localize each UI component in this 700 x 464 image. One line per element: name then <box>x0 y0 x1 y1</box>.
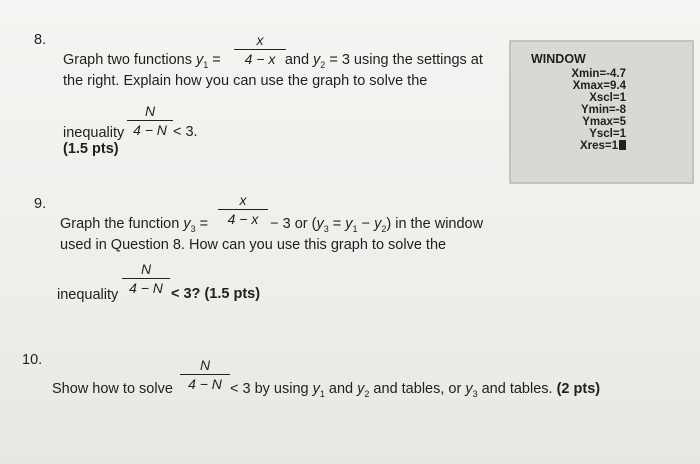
q9-paren-suffix: ) in the window <box>386 216 484 232</box>
q8-fraction-numerator: x <box>256 32 264 48</box>
q10-fraction-bar <box>180 374 230 375</box>
q10-y2-subscript: 2 <box>364 388 370 399</box>
q10-points: (2 pts) <box>556 381 601 397</box>
window-xscl: Xscl=1 <box>589 92 626 104</box>
q10-fraction <box>180 357 230 392</box>
question-9-number: 9. <box>34 196 47 212</box>
q8-y1-subscript: 1 <box>203 59 209 70</box>
question-10-number: 10. <box>22 352 43 368</box>
q9-ineq-numerator: N <box>140 261 152 277</box>
q8-y2: y <box>313 52 321 68</box>
q8-line-1 <box>63 52 483 70</box>
window-title: WINDOW <box>531 52 586 66</box>
q9-paren-y2-subscript: 2 <box>381 223 387 234</box>
q8-line1-suffix: = 3 using the settings at <box>325 52 483 68</box>
q9-paren-y1-subscript: 1 <box>352 223 358 234</box>
q9-paren-y3-subscript: 3 <box>323 223 329 234</box>
q10-text-2: and <box>324 381 358 397</box>
q9-paren-y3: y <box>316 216 324 232</box>
q8-ineq-numerator: N <box>144 103 156 119</box>
q8-ineq-denominator: 4 − N <box>133 122 167 138</box>
window-xres-text: Xres=1 <box>579 140 618 152</box>
q10-fraction-denominator: 4 − N <box>188 376 222 392</box>
q8-line1-and: and <box>280 52 314 68</box>
q10-y3: y <box>465 381 473 397</box>
q10-fraction-numerator: N <box>199 357 211 373</box>
q9-fraction-bar <box>218 209 268 210</box>
window-yscl: Yscl=1 <box>589 128 626 140</box>
q8-line-2: the right. Explain how you can use the graph to solve the <box>63 73 428 89</box>
q8-points: (1.5 pts) <box>63 141 119 157</box>
q9-y3-subscript: 3 <box>190 223 196 234</box>
q9-ineq-denominator: 4 − N <box>129 280 163 296</box>
q10-y2: y <box>357 381 365 397</box>
q9-line1-suffix: − 3 or ( <box>266 216 317 232</box>
q8-inequality-suffix: < 3. <box>173 124 198 140</box>
window-ymax: Ymax=5 <box>582 116 626 128</box>
q10-y1: y <box>312 381 320 397</box>
q8-equals: = <box>208 52 225 68</box>
question-8-number: 8. <box>34 32 47 48</box>
q10-text-1: < 3 by using <box>230 381 313 397</box>
q9-inequality-label: inequality <box>57 287 119 303</box>
q10-text-3: and tables, or <box>369 381 466 397</box>
q8-y1: y <box>196 52 204 68</box>
q8-ineq-bar <box>127 120 173 121</box>
q10-prefix: Show how to solve <box>52 381 173 397</box>
window-ymin: Ymin=-8 <box>580 104 626 116</box>
q9-paren-y2: y <box>374 216 382 232</box>
q9-fraction-numerator: x <box>239 192 247 208</box>
window-xmax: Xmax=9.4 <box>572 80 626 92</box>
q10-text-4: and tables. <box>477 381 557 397</box>
window-xres <box>580 140 626 152</box>
window-xmin: Xmin=-4.7 <box>571 68 626 80</box>
q8-line1-prefix: Graph two functions <box>63 52 196 68</box>
q9-fraction-denominator: 4 − x <box>227 211 259 227</box>
q9-paren-minus: − <box>357 216 375 232</box>
q9-equals: = <box>195 216 213 232</box>
q8-inequality-label: inequality <box>63 125 125 141</box>
q8-inequality-fraction <box>127 103 173 138</box>
q9-paren-y1: y <box>345 216 353 232</box>
q8-y2-subscript: 2 <box>320 59 326 70</box>
q9-line-2: used in Question 8. How can you use this graph to solve the <box>60 237 447 253</box>
q10-line <box>230 381 600 399</box>
q9-inequality-fraction <box>122 261 170 296</box>
q9-line-1 <box>60 216 483 234</box>
q9-inequality-suffix: < 3? (1.5 pts) <box>171 286 261 302</box>
q10-y1-subscript: 1 <box>319 388 325 399</box>
calculator-window-settings <box>509 40 694 184</box>
q9-y3: y <box>183 216 191 232</box>
cursor-block <box>619 140 626 150</box>
q9-paren-equals: = <box>328 216 346 232</box>
q9-ineq-bar <box>122 278 170 279</box>
q8-fraction-bar <box>234 49 286 50</box>
q9-line1-prefix: Graph the function <box>60 216 184 232</box>
q8-fraction-denominator: 4 − x <box>244 51 276 67</box>
q10-y3-subscript: 3 <box>472 388 478 399</box>
